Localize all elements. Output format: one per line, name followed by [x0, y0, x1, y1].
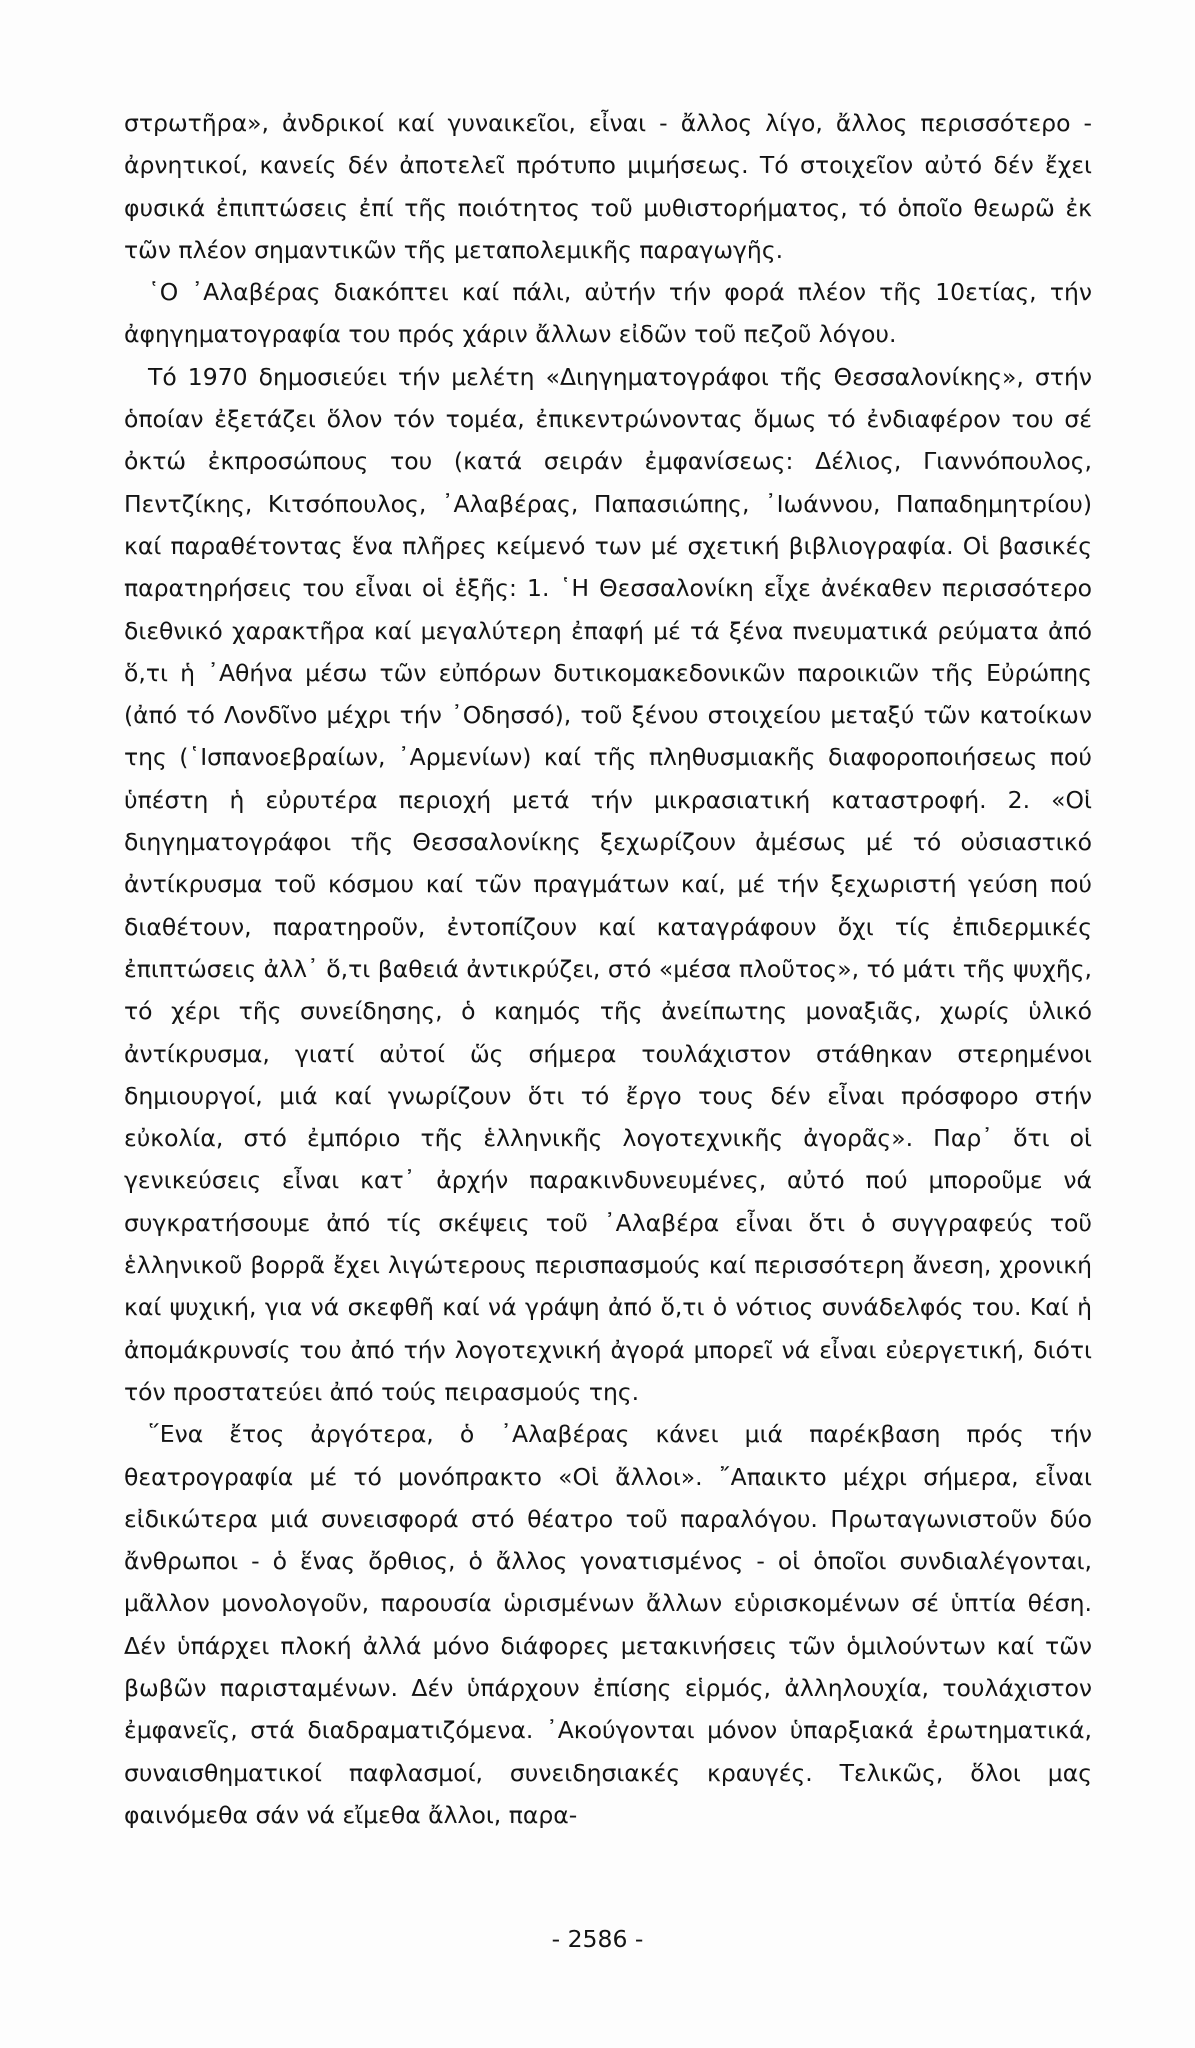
paragraph-alaveras-interruption: ῾Ο ᾿Αλαβέρας διακόπτει καί πάλι, αὐτήν τήν φορά πλέον τῆς 10ετίας, τήν ἀφηγηματογραφία του πρός χάριν ἄλλων εἰδῶν τοῦ πεζοῦ λόγου. [124, 278, 1092, 349]
paragraph-1970-study: Τό 1970 δημοσιεύει τήν μελέτη «Διηγηματογράφοι τῆς Θεσσαλονίκης», στήν ὁποίαν ἐξετάζει ὅλον τόν τομέα, ἐπικεντρώνοντας ὅμως τό ἐνδιαφέρον του σέ ὀκτώ ἐκπροσώπους του (κατά σειράν ἐμφανίσεως: Δέλιος, Γιαννόπουλος, Πεντζίκης, Κιτσόπουλος, ᾿Αλαβέρας, Παπασιώπης, ᾿Ιωάννου, Παπαδημητρίου) καί παραθέτοντας ἕνα πλῆρες κείμενό των μέ σχετική βιβλιογραφία. Οἱ βασικές παρατηρήσεις του εἶναι οἱ ἑξῆς: 1. ῾Η Θεσσαλονίκη εἶχε ἀνέκαθεν περισσότερο διεθνικό χαρακτῆρα καί μεγαλύτερη ἐπαφή μέ τά ξένα πνευματικά ρεύματα ἀπό ὅ,τι ἡ ᾿Αθήνα μέσω τῶν εὐπόρων δυτικομακεδονικῶν παροικιῶν τῆς Εὐρώπης (ἀπό τό Λονδῖνο μέχρι τήν ᾿Οδησσό), τοῦ ξένου στοιχείου μεταξύ τῶν κατοίκων της (῾Ισπανοεβραίων, ᾿Αρμενίων) καί τῆς πληθυσμιακῆς διαφοροποιήσεως πού ὑπέστη ἡ εὐρυτέρα περιοχή μετά τήν μικρασιατική καταστροφή. 2. «Οἱ διηγηματογράφοι τῆς Θεσσαλονίκης ξεχωρίζουν ἀμέσως μέ τό οὐσιαστικό ἀντίκρυσμα τοῦ κόσμου καί τῶν πραγμάτων καί, μέ τήν ξεχωριστή γεύση πού διαθέτουν, παρατηροῦν, ἐντοπίζουν καί καταγράφουν ὄχι τίς ἐπιδερμικές ἐπιπτώσεις ἀλλ᾿ ὅ,τι βαθειά ἀντικρύζει, στό «μέσα πλοῦτος», τό μάτι τῆς ψυχῆς, τό χέρι τῆς συνείδησης, ὁ καημός τῆς ἀνείπωτης μοναξιᾶς, χωρίς ὑλικό ἀντίκρυσμα, γιατί αὐτοί ὥς σήμερα τουλάχιστον στάθηκαν στερημένοι δημιουργοί, μιά καί γνωρίζουν ὅτι τό ἔργο τους δέν εἶναι πρόσφορο στήν εὐκολία, στό ἐμπόριο τῆς ἑλληνικῆς λογοτεχνικῆς ἀγορᾶς». Παρ᾿ ὅτι οἱ γενικεύσεις εἶναι κατ᾿ ἀρχήν παρακινδυνευμένες, αὐτό πού μποροῦμε νά συγκρατήσουμε ἀπό τίς σκέψεις τοῦ ᾿Αλαβέρα εἶναι ὅτι ὁ συγγραφεύς τοῦ ἑλληνικοῦ βορρᾶ ἔχει λιγώτερους περισπασμούς καί περισσότερη ἄνεση, χρονική καί ψυχική, για νά σκεφθῆ καί νά γράψη ἀπό ὅ,τι ὁ νότιος συνάδελφός του. Καί ἡ ἀπομάκρυνσίς του ἀπό τήν λογοτεχνική ἀγορά μπορεῖ νά εἶναι εὐεργετική, διότι τόν προστατεύει ἀπό τούς πειρασμούς της. [124, 362, 1092, 1406]
page-number: - 2586 - [551, 1925, 644, 1953]
paragraph-continuation: στρωτῆρα», ἀνδρικοί καί γυναικεῖοι, εἶναι - ἄλλος λίγο, ἄλλος περισσότερο - ἀρνητικοί, κανείς δέν ἀποτελεῖ πρότυπο μιμήσεως. Τό στοιχεῖον αὐτό δέν ἔχει φυσικά ἐπιπτώσεις ἐπί τῆς ποιότητος τοῦ μυθιστορήματος, τό ὁποῖο θεωρῶ ἐκ τῶν πλέον σημαντικῶν τῆς μεταπολεμικῆς παραγωγῆς. [124, 109, 1092, 264]
body-text [124, 102, 1092, 1836]
paragraph-theatre: ῞Ενα ἔτος ἀργότερα, ὁ ᾿Αλαβέρας κάνει μιά παρέκβαση πρός τήν θεατρογραφία μέ τό μονόπρακτο «Οἱ ἄλλοι». ῎Απαικτο μέχρι σήμερα, εἶναι εἰδικώτερα μιά συνεισφορά στό θέατρο τοῦ παραλόγου. Πρωταγωνιστοῦν δύο ἄνθρωποι - ὁ ἕνας ὄρθιος, ὁ ἄλλος γονατισμένος - οἱ ὁποῖοι συνδιαλέγονται, μᾶλλον μονολογοῦν, παρουσία ὡρισμένων ἄλλων εὑρισκομένων σέ ὑπτία θέση. Δέν ὑπάρχει πλοκή ἀλλά μόνο διάφορες μετακινήσεις τῶν ὁμιλούντων καί τῶν βωβῶν παρισταμένων. Δέν ὑπάρχουν ἐπίσης εἱρμός, ἀλληλουχία, τουλάχιστον ἐμφανεῖς, στά διαδραματιζόμενα. ᾿Ακούγονται μόνον ὑπαρξιακά ἐρωτηματικά, συναισθηματικοί παφλασμοί, συνειδησιακές κραυγές. Τελικῶς, ὅλοι μας φαινόμεθα σάν νά εἴμεθα ἄλλοι, παρα- [124, 1420, 1092, 1829]
